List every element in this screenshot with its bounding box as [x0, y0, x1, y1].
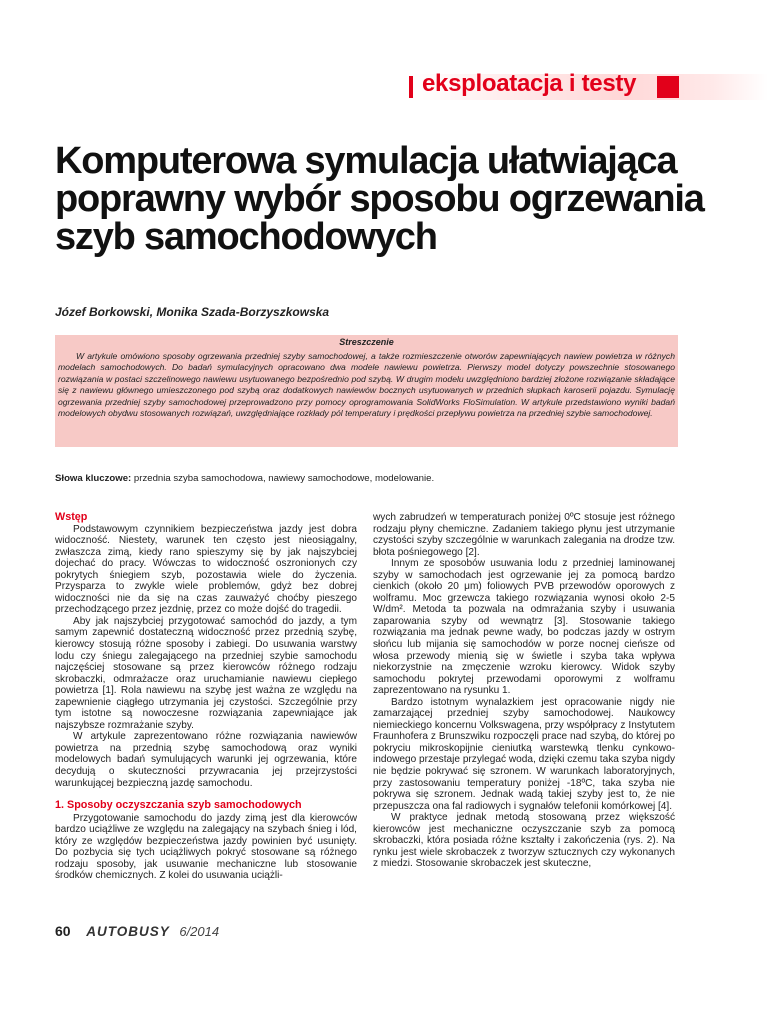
abstract-body: W artykule omówiono sposoby ogrzewania przedniej szyby samochodowej, a także rozmieszczenie otworów zapewniających nawiew powietrza w różnych modelach samochodowych. Do badań symulacyjnych opracowano dwa modele nawiewu powietrza. Pierwszy model dotyczy powszechnie stosowanego rozwiązania w postaci szczelinowego nawiewu usytuowanego bezpośrednio pod szybą. W drugim modelu uwzględniono bardziej złożone rozwiązanie składające się z nawiewu głównego umieszczonego pod szybą oraz dodatkowych nawiewów bocznych usytuowanych w przednich słupkach karoserii pojazdu. Symulację ogrzewania przedniej szyby samochodowej przeprowadzono przy pomocy oprogramowania SolidWorks FloSimulation. W artykule przedstawiono wyniki badań modelowych obydwu stosowanych rozwiązań, uwzględniające rozkłady pól temperatury i prędkości przepływu powietrza na przedniej szybie samochodowej. [58, 351, 675, 419]
section-title: eksploatacja i testy [422, 70, 637, 97]
page-footer [55, 923, 219, 939]
section-1-heading: 1. Sposoby oczyszczania szyb samochodowych [55, 799, 302, 812]
keywords-label: Słowa kluczowe: [55, 473, 132, 484]
section-header-accent-bar [409, 76, 413, 98]
paragraph: Innym ze sposobów usuwania lodu z przedniej laminowanej szyby w samochodach jest ogrzewanie jej za pomocą bardzo cienkich (około 20 μm) foliowych PVB przewodów oporowych z wolframu. Moc grzewcza takiego rozwiązania wynosi około 2-5 W/dm². Metoda ta pozwala na odmrażania szyby i usuwania zaparowania szyby od wewnątrz [3]. Stosowanie takiego rozwiązania ma jednak pewne wady, bo podczas jazdy w ostrym słońcu lub mijania się samochodów w porze nocnej cieńsze od włosa przewody mienią się w świetle i szyba taka wpływa niekorzystnie na zmęczenie wzroku kierowcy. Widok szyby samochodu pokrytej przewodami oporowymi z wolframu zaprezentowano na rysunku 1. [373, 558, 675, 697]
paragraph: Bardzo istotnym wynalazkiem jest opracowanie nigdy nie zamarzającej przedniej szyby samochodowej. Naukowcy niemieckiego koncernu Volkswagena, przy współpracy z Instytutem Fraunhofera z Brunszwiku rozpoczęli prace nad szybą, do której po pokryciu mikroskopijnie cieniutką warstewką tlenku cynkowo-indowego przestaje przylegać woda, dzięki czemu taka szyba nigdy nie będzie pokrywać się szronem. W warunkach laboratoryjnych, przy zastosowaniu temperatury poniżej -18ºC, taka szyba nie pokrywa się szronem. Jednak wadą takiej szyby jest to, że nie przepuszcza ona fal radiowych i sygnałów telefonii komórkowej [4]. [373, 696, 675, 812]
paragraph: W artykule zaprezentowano różne rozwiązania nawiewów powietrza na przednią szybę samochodową oraz wyniki modelowych badań symulujących warunki jej ogrzewania, które decydują o skuteczności przywracania jej przejrzystości warunkującej bezpieczną jazdę samochodu. [55, 731, 357, 789]
paragraph: wych zabrudzeń w temperaturach poniżej 0ºC stosuje jest różnego rodzaju płyny chemiczne. Zadaniem takiego płynu jest utrzymanie czystości szyby szczególnie w warunkach zalegania na drodze tzw. błota pośniegowego [2]. [373, 512, 675, 558]
keywords [55, 473, 434, 484]
abstract-text [58, 351, 675, 419]
text-column-left [55, 512, 357, 882]
abstract-box [55, 335, 678, 447]
section-header-accent-square [657, 76, 679, 98]
paragraph: Podstawowym czynnikiem bezpieczeństwa jazdy jest dobra widoczność. Niestety, warunek ten często jest nieosiągalny, zwłaszcza zimą, kiedy rano spieszymy się by jak najszybciej dojechać do pracy. Wówczas to widoczność oszronionych czy pokrytych śniegiem szyb, pozostawia wiele do życzenia. Przysparza to zwykle wiele problemów, gdyż bez dobrej widoczności nie da się na czas zauważyć choćby pieszego przechodzącego przez jezdnię, przez co może dojść do tragedii. [55, 523, 357, 616]
article-title: Komputerowa symulacja ułatwiająca poprawny wybór sposobu ogrzewania szyb samochodowych [55, 140, 704, 258]
paragraph: Przygotowanie samochodu do jazdy zimą jest dla kierowców bardzo uciążliwe ze względu na zalegający na szybach śnieg i lód, który ze względów bezpieczeństwa jazdy powinien być usunięty. Do pozbycia się tych uciążliwych pokryć stosowane są różnego rodzaju sposoby, jak usuwanie mechaniczne lub stosowanie środków chemicznych. Z kolei do usuwania uciążli- [55, 812, 357, 882]
paragraph: W praktyce jednak metodą stosowaną przez większość kierowców jest mechaniczne oczyszczanie szyb za pomocą skrobaczki, która posiada różne kształty i zakończenia (rys. 2). Na rynku jest wiele skrobaczek z tworzyw sztucznych czy wykonanych z miedzi. Stosowanie skrobaczek jest skuteczne, [373, 812, 675, 870]
issue-number: 6/2014 [179, 924, 220, 939]
page-number: 60 [55, 923, 71, 939]
magazine-name: AUTOBUSY [86, 924, 170, 939]
intro-heading: Wstęp [55, 511, 88, 523]
paragraph: Aby jak najszybciej przygotować samochód do jazdy, a tym samym zapewnić dostateczną widoczność przez przednią szybę, kierowcy stosują różne sposoby i zabiegi. Do usuwania warstwy lodu czy śniegu zalegającego na przedniej szybie samochodu najczęściej stosowane są przez kierowców różnego rodzaju skrobaczki, odmrażacze oraz uruchamianie nawiewu ciepłego powietrza [1]. Rola nawiewu na szybę jest ważna ze względu na zapewnienie ciągłego utrzymania jej czystości. Szczególnie przy tym istotne są nowoczesne rozwiązania zapewniające jak najszybsze rozmrażanie szyby. [55, 615, 357, 731]
abstract-heading: Streszczenie [339, 337, 394, 347]
article-authors: Józef Borkowski, Monika Szada-Borzyszkowska [55, 305, 330, 319]
text-column-right [373, 512, 675, 870]
keywords-text: przednia szyba samochodowa, nawiewy samochodowe, modelowanie. [131, 473, 435, 484]
